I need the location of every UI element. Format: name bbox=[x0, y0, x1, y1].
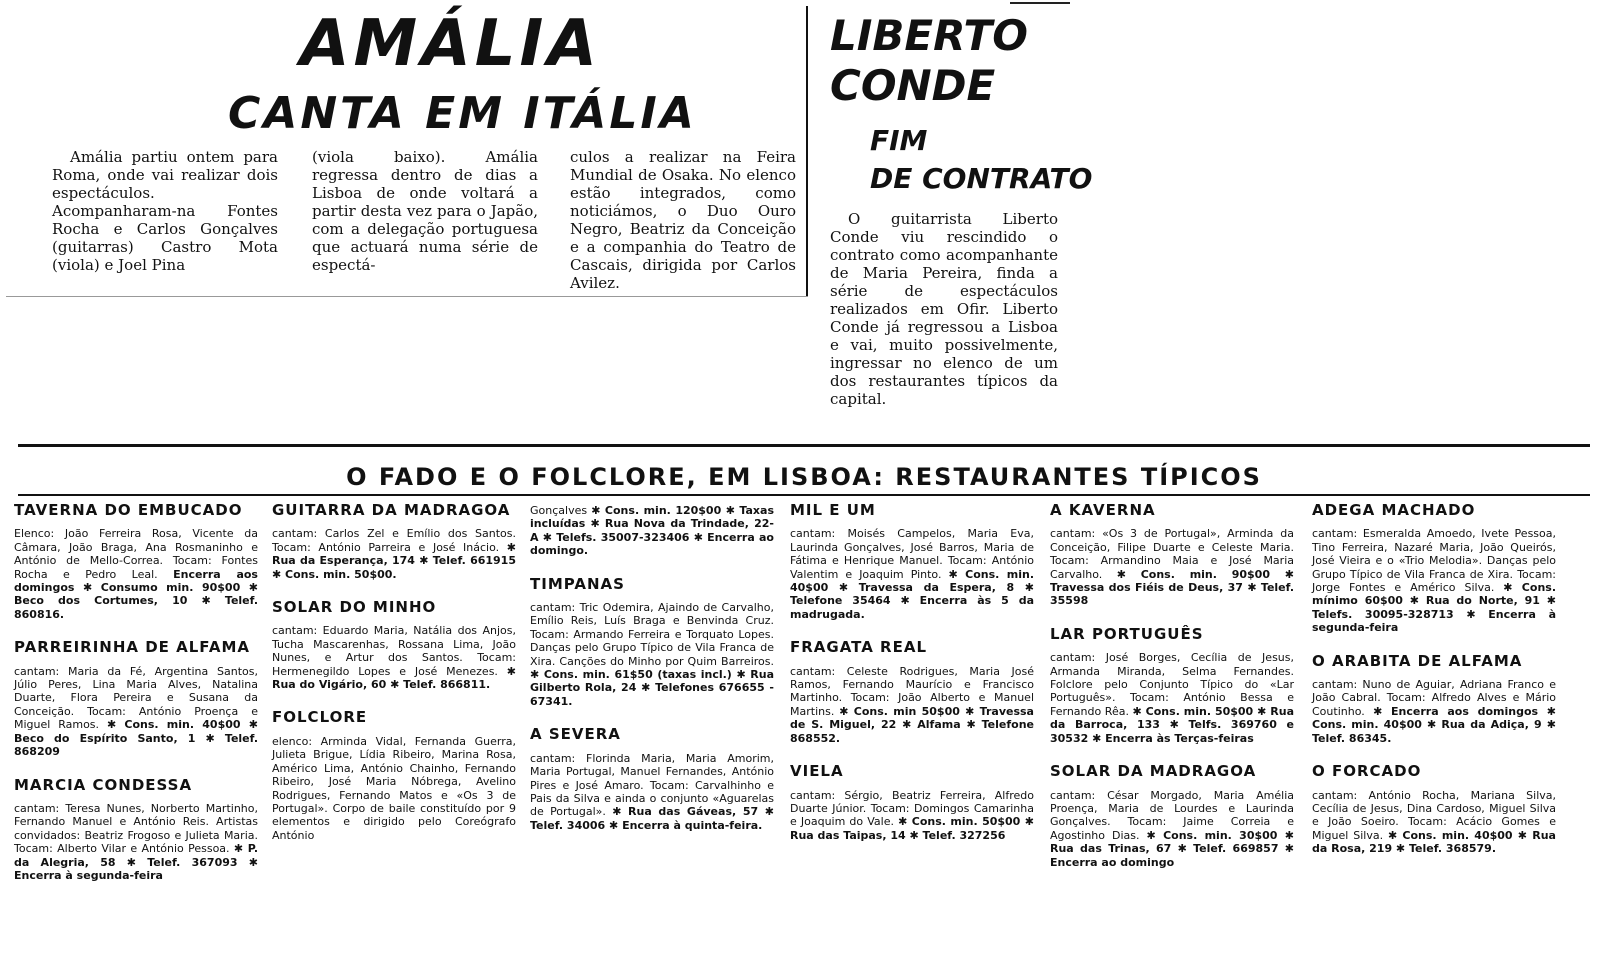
restaurant-listing bbox=[790, 665, 1034, 745]
restaurant-listing bbox=[790, 527, 1034, 621]
restaurant-details: ✱ Rua das Gáveas, 57 ✱ Telef. 34006 ✱ Encerra à quinta-feira. bbox=[530, 805, 774, 832]
liberto-body: O guitarrista Liberto Conde viu rescindido o contrato como acompanhante de Maria Pereira, finda a série de espectáculos realizados em Ofir. Liberto Conde já regressou a Lisboa e vai, muito possivelmente, ingressar no elenco de um dos restaurantes típicos da capital. bbox=[830, 210, 1058, 408]
liberto-headline-1: LIBERTO bbox=[830, 11, 1028, 60]
restaurant-cast: Gonçalves bbox=[530, 504, 592, 517]
restaurant-cast: cantam: Esmeralda Amoedo, Ivete Pessoa, Tino Ferreira, Nazaré Maria, João Queirós, José Vieira e o «Trio Melodia». Danças pelo Grupo Típico de Vila Franca de Xira. Tocam: Jorge Fontes e Américo Silva. bbox=[1312, 527, 1556, 595]
restaurant-name: VIELA bbox=[790, 762, 844, 781]
restaurant-name: ADEGA MACHADO bbox=[1312, 501, 1476, 519]
restaurant-cast: cantam: César Morgado, Maria Amélia Proença, Maria de Lourdes e Laurinda Gonçalves. Tocam: Jaime Correia e Agostinho Dias. bbox=[1050, 788, 1294, 842]
restaurant-cast: cantam: Sérgio, Beatriz Ferreira, Alfredo Duarte Júnior. Tocam: Domingos Camarinha e Joaquim do Vale. bbox=[790, 788, 1034, 829]
amalia-headline: AMÁLIA bbox=[300, 7, 601, 81]
amalia-subheadline: CANTA EM ITÁLIA bbox=[228, 88, 697, 139]
restaurant-name: O FORCADO bbox=[1312, 762, 1422, 781]
restaurant-name: TIMPANAS bbox=[530, 574, 625, 593]
restaurant-listing bbox=[272, 624, 516, 691]
restaurant-cast: cantam: Tric Odemira, Ajaindo de Carvalho, Emílio Reis, Luís Braga e Benvinda Cruz. Tocam: Armando Ferreira e Torquato Lopes. Danças pelo Grupo Típico de Vila Franca de Xira. Canções do Minho por Quim Barreiros. bbox=[530, 601, 774, 668]
restaurant-cast: cantam: Maria da Fé, Argentina Santos, Júlio Peres, Lina Maria Alves, Natalina Duarte, Flora Pereira e Susana da Conceição. Tocam: António Proença e Miguel Ramos. bbox=[14, 664, 258, 732]
restaurant-listing bbox=[790, 789, 1034, 843]
amalia-column-3: culos a realizar na Feira Mundial de Osaka. No elenco estão integrados, como noticiámos, o Duo Ouro Negro, Beatriz da Conceição e a companhia do Teatro de Cascais, dirigida por Carlos Avilez. bbox=[570, 148, 796, 292]
restaurant-listing bbox=[14, 802, 258, 882]
restaurant-listing bbox=[1312, 789, 1556, 856]
restaurant-listing bbox=[272, 527, 516, 581]
restaurant-cast: cantam: Celeste Rodrigues, Maria José Ramos, Fernando Maurício e Francisco Martinho. Tocam: João Alberto e Manuel Martins. bbox=[790, 664, 1034, 718]
restaurant-cast: cantam: Nuno de Aguiar, Adriana Franco e João Cabral. Tocam: Alfredo Alves e Mário Coutinho. bbox=[1312, 678, 1556, 718]
listing-column bbox=[790, 501, 1034, 858]
restaurant-details: ✱ Rua do Vigário, 60 ✱ Telef. 866811. bbox=[272, 664, 516, 692]
restaurant-details: ✱ Encerra aos domingos ✱ Cons. min. 40$00 ✱ Rua da Adiça, 9 ✱ Telef. 86345. bbox=[1312, 704, 1556, 745]
restaurant-name: MIL E UM bbox=[790, 501, 876, 519]
restaurant-details: ✱ Cons. min. 50$00 ✱ Rua da Barroca, 133 ✱ Telfs. 369760 e 30532 ✱ Encerra às Terças-feiras bbox=[1050, 704, 1294, 745]
restaurant-cast: Elenco: João Ferreira Rosa, Vicente da Câmara, João Braga, Ana Rosmaninho e António de Mello-Correa. Tocam: Fontes Rocha e Pedro Leal. bbox=[14, 527, 258, 581]
restaurant-cast: cantam: Florinda Maria, Maria Amorim, Maria Portugal, Manuel Fernandes, António Pires e José Amaro. Tocam: Carvalhinho e Pais da Silva e ainda o conjunto «Aguarelas de Portugal». bbox=[530, 751, 774, 819]
restaurant-name: LAR PORTUGUÊS bbox=[1050, 624, 1204, 643]
restaurant-listing bbox=[1050, 651, 1294, 745]
restaurant-listing bbox=[530, 601, 774, 708]
restaurant-cast: cantam: Teresa Nunes, Norberto Martinho, Fernando Manuel e António Reis. Artistas convidados: Beatriz Frogoso e Julieta Maria. Tocam: Alberto Vilar e António Pessoa. bbox=[14, 801, 258, 856]
listing-column bbox=[1050, 501, 1294, 885]
restaurant-details: ✱ Cons. min. 40$00 ✱ Rua da Rosa, 219 ✱ Telef. 368579. bbox=[1312, 828, 1556, 856]
section-top-rule bbox=[18, 444, 1590, 447]
restaurant-cast: cantam: José Borges, Cecília de Jesus, Armanda Miranda, Selma Fernandes. Folclore pelo Conjunto Típico do «Lar Português». Tocam: António Bessa e Fernando Rêa. bbox=[1050, 651, 1294, 718]
right-top-rule bbox=[1010, 2, 1070, 4]
amalia-bottom-rule bbox=[6, 296, 808, 297]
restaurant-details: ✱ Cons. mínimo 60$00 ✱ Rua do Norte, 91 ✱ Telefs. 30095-328713 ✱ Encerra à segunda-feira bbox=[1312, 581, 1556, 635]
listing-column bbox=[272, 501, 516, 858]
restaurant-name: FOLCLORE bbox=[272, 708, 368, 727]
listing-column bbox=[14, 501, 258, 898]
restaurant-cast: cantam: Moisés Campelos, Maria Eva, Laurinda Gonçalves, José Barros, Maria de Fátima e Henrique Manuel. Tocam: António Valentim e Joaquim Pinto. bbox=[790, 527, 1034, 581]
listing-column bbox=[1312, 501, 1556, 872]
liberto-headline-2: CONDE bbox=[830, 61, 996, 110]
restaurant-name: MARCIA CONDESSA bbox=[14, 775, 193, 794]
restaurant-cast: cantam: Eduardo Maria, Natália dos Anjos, Tucha Mascarenhas, Rossana Lima, João Nunes, e Artur dos Santos. Tocam: Hermenegildo Lopes e José Menezes. bbox=[272, 624, 516, 678]
section-title: O FADO E O FOLCLORE, EM LISBOA: RESTAURANTES TÍPICOS bbox=[346, 463, 1262, 491]
restaurant-listing bbox=[1050, 789, 1294, 869]
restaurant-name: PARREIRINHA DE ALFAMA bbox=[14, 638, 250, 657]
restaurant-details: ✱ P. da Alegria, 58 ✱ Telef. 367093 ✱ Encerra à segunda-feira bbox=[14, 842, 258, 882]
restaurant-cast: cantam: Carlos Zel e Emílio dos Santos. Tocam: António Parreira e José Inácio. bbox=[272, 527, 516, 554]
restaurant-cast: elenco: Arminda Vidal, Fernanda Guerra, Julieta Brigue, Lídia Ribeiro, Marina Rosa, Américo Lima, António Chainho, Fernando Ribeiro, José Maria Nóbrega, Avelino Rodrigues, Fernando Matos e «Os 3 de Portugal». Corpo de baile constituído por 9 elementos e dirigido pelo Coreógrafo António bbox=[272, 734, 516, 842]
restaurant-name: GUITARRA DA MADRAGOA bbox=[272, 501, 511, 519]
restaurant-details: ✱ Cons. min. 90$00 ✱ Travessa dos Fiéis de Deus, 37 ✱ Telef. 35598 bbox=[1050, 567, 1294, 608]
restaurant-name: TAVERNA DO EMBUCADO bbox=[14, 501, 243, 519]
restaurant-details: ✱ Cons. min. 120$00 ✱ Taxas incluídas ✱ Rua Nova da Trindade, 22-A ✱ Telefs. 35007-323406 ✱ Encerra ao domingo. bbox=[530, 504, 774, 558]
restaurant-listing bbox=[530, 504, 774, 558]
restaurant-listing bbox=[1312, 527, 1556, 634]
restaurant-listing bbox=[272, 735, 516, 842]
restaurant-details: ✱ Cons. min. 40$00 ✱ Beco do Espírito Santo, 1 ✱ Telef. 868209 bbox=[14, 718, 258, 759]
restaurant-details: ✱ Cons. min. 61$50 (taxas incl.) ✱ Rua Gilberto Rola, 24 ✱ Telefones 676655 - 67341. bbox=[530, 668, 774, 708]
restaurant-details: ✱ Cons. min. 40$00 ✱ Travessa da Espera, 8 ✱ Telefone 35464 ✱ Encerra às 5 da madrugada. bbox=[790, 567, 1034, 621]
restaurant-listing bbox=[1312, 678, 1556, 745]
restaurant-listing bbox=[14, 527, 258, 621]
restaurant-details: ✱ Rua da Esperança, 174 ✱ Telef. 661915 ✱ Cons. min. 50$00. bbox=[272, 540, 516, 581]
amalia-column-1: Amália partiu ontem para Roma, onde vai realizar dois espectáculos. Acompanharam-na Fontes Rocha e Carlos Gonçalves (guitarras) Castro Mota (viola) e Joel Pina bbox=[52, 148, 278, 274]
restaurant-name: A KAVERNA bbox=[1050, 501, 1156, 519]
restaurant-cast: cantam: «Os 3 de Portugal», Arminda da Conceição, Filipe Duarte e Celeste Maria. Tocam: Armandino Maia e José Maria Carvalho. bbox=[1050, 527, 1294, 581]
liberto-subheadline-2: DE CONTRATO bbox=[870, 162, 1093, 195]
restaurant-cast: cantam: António Rocha, Mariana Silva, Cecília de Jesus, Dina Cardoso, Miguel Silva e João Soeiro. Tocam: Acácio Gomes e Miguel Silva. bbox=[1312, 788, 1556, 842]
stories-divider bbox=[806, 6, 808, 296]
restaurant-name: A SEVERA bbox=[530, 725, 621, 744]
restaurant-details: ✱ Cons. min. 50$00 ✱ Rua das Taipas, 14 ✱ Telef. 327256 bbox=[790, 815, 1034, 842]
restaurant-details: ✱ Cons. min. 30$00 ✱ Rua das Trinas, 67 ✱ Telef. 669857 ✱ Encerra ao domingo bbox=[1050, 828, 1294, 869]
restaurant-name: SOLAR DO MINHO bbox=[272, 598, 437, 617]
restaurant-details: Encerra aos domingos ✱ Consumo min. 90$00 ✱ Beco dos Cortumes, 10 ✱ Telef. 860816. bbox=[14, 567, 258, 621]
section-title-rule bbox=[18, 494, 1590, 496]
liberto-subheadline-1: FIM bbox=[870, 124, 928, 157]
listing-column bbox=[530, 504, 774, 848]
restaurant-name: O ARABITA DE ALFAMA bbox=[1312, 651, 1523, 670]
amalia-column-2: (viola baixo). Amália regressa dentro de dias a Lisboa de onde voltará a partir desta vez para o Japão, com a delegação portuguesa que actuará numa série de espectá- bbox=[312, 148, 538, 274]
restaurant-name: SOLAR DA MADRAGOA bbox=[1050, 762, 1257, 781]
restaurant-listing bbox=[530, 752, 774, 832]
restaurant-listing bbox=[14, 665, 258, 759]
restaurant-listing bbox=[1050, 527, 1294, 607]
restaurant-name: FRAGATA REAL bbox=[790, 638, 928, 657]
restaurant-details: ✱ Cons. min 50$00 ✱ Travessa de S. Miguel, 22 ✱ Alfama ✱ Telefone 868552. bbox=[790, 704, 1034, 745]
